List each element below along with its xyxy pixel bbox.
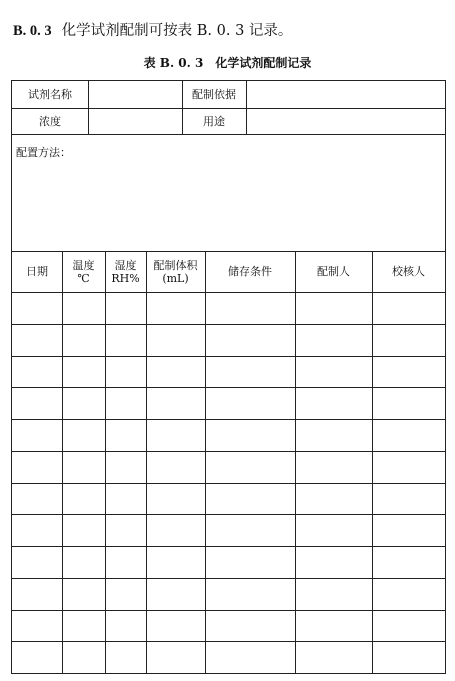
table-cell-humidity[interactable] [105,578,146,610]
table-cell-humidity[interactable] [105,292,146,324]
table-cell-temperature[interactable] [62,483,105,515]
table-cell-preparer[interactable] [295,419,372,451]
table-cell-temperature[interactable] [62,514,105,546]
table-cell-checker[interactable] [372,324,445,356]
table-cell-temperature[interactable] [62,546,105,578]
table-cell-date[interactable] [12,610,62,642]
table-cell-temperature[interactable] [62,292,105,324]
table-cell-checker[interactable] [372,387,445,419]
reagent-name-field[interactable] [89,81,182,108]
table-cell-volume[interactable] [146,356,205,388]
table-cell-preparer[interactable] [295,483,372,515]
table-cell-humidity[interactable] [105,324,146,356]
table-cell-date[interactable] [12,483,62,515]
table-cell-storage[interactable] [205,387,295,419]
table-cell-storage[interactable] [205,324,295,356]
table-cell-storage[interactable] [205,610,295,642]
section-text: 化学试剂配制可按表 B. 0. 3 记录。 [61,23,293,39]
table-cell-preparer[interactable] [295,546,372,578]
col-header-temperature-line2: ℃ [77,271,90,285]
table-cell-storage[interactable] [205,641,295,673]
col-header-humidity-line1: 湿度 [114,258,137,272]
table-cell-checker[interactable] [372,356,445,388]
table-cell-storage[interactable] [205,292,295,324]
table-cell-volume[interactable] [146,324,205,356]
table-cell-checker[interactable] [372,451,445,483]
table-cell-storage[interactable] [205,419,295,451]
table-cell-humidity[interactable] [105,641,146,673]
table-cell-date[interactable] [12,514,62,546]
table-cell-preparer[interactable] [295,451,372,483]
col-header-temperature [62,251,105,292]
table-cell-checker[interactable] [372,483,445,515]
table-cell-temperature[interactable] [62,419,105,451]
table-cell-date[interactable] [12,292,62,324]
table-cell-volume[interactable] [146,419,205,451]
section-heading [13,19,292,40]
table-cell-storage[interactable] [205,578,295,610]
table-cell-temperature[interactable] [62,641,105,673]
table-cell-humidity[interactable] [105,483,146,515]
table-cell-preparer[interactable] [295,610,372,642]
col-header-date: 日期 [26,265,48,278]
table-cell-preparer[interactable] [295,641,372,673]
table-cell-humidity[interactable] [105,514,146,546]
concentration-field[interactable] [89,108,182,134]
table-cell-preparer[interactable] [295,578,372,610]
table-cell-volume[interactable] [146,610,205,642]
section-number: B. 0. 3 [13,23,52,39]
table-cell-date[interactable] [12,451,62,483]
purpose-field[interactable] [247,108,445,134]
table-cell-date[interactable] [12,356,62,388]
table-cell-temperature[interactable] [62,578,105,610]
table-cell-storage[interactable] [205,356,295,388]
table-cell-checker[interactable] [372,292,445,324]
col-header-storage: 储存条件 [228,265,272,278]
table-cell-storage[interactable] [205,546,295,578]
table-cell-preparer[interactable] [295,514,372,546]
table-cell-checker[interactable] [372,419,445,451]
table-cell-date[interactable] [12,546,62,578]
table-cell-volume[interactable] [146,514,205,546]
table-cell-humidity[interactable] [105,419,146,451]
col-header-checker: 校核人 [392,265,425,278]
basis-field[interactable] [247,81,445,108]
basis-label: 配制依据 [192,88,236,101]
table-cell-temperature[interactable] [62,610,105,642]
table-cell-temperature[interactable] [62,324,105,356]
table-cell-date[interactable] [12,578,62,610]
table-cell-storage[interactable] [205,451,295,483]
table-cell-date[interactable] [12,641,62,673]
table-cell-preparer[interactable] [295,387,372,419]
row-divider [12,134,445,135]
col-header-preparer: 配制人 [317,265,350,278]
table-cell-volume[interactable] [146,387,205,419]
table-cell-date[interactable] [12,419,62,451]
table-cell-checker[interactable] [372,610,445,642]
table-cell-humidity[interactable] [105,451,146,483]
table-cell-storage[interactable] [205,514,295,546]
table-cell-storage[interactable] [205,483,295,515]
table-cell-date[interactable] [12,324,62,356]
table-cell-date[interactable] [12,387,62,419]
col-header-volume [146,251,205,292]
concentration-label: 浓度 [39,114,61,128]
table-cell-volume[interactable] [146,641,205,673]
table-cell-preparer[interactable] [295,356,372,388]
table-cell-volume[interactable] [146,451,205,483]
col-header-humidity-line2: RH% [111,271,140,285]
table-cell-volume[interactable] [146,546,205,578]
table-cell-temperature[interactable] [62,356,105,388]
table-cell-checker[interactable] [372,546,445,578]
table-cell-volume[interactable] [146,483,205,515]
table-cell-checker[interactable] [372,641,445,673]
table-cell-volume[interactable] [146,292,205,324]
reagent-name-label: 试剂名称 [28,88,72,101]
reagent-preparation-record-table [11,80,446,674]
table-cell-temperature[interactable] [62,387,105,419]
table-cell-checker[interactable] [372,514,445,546]
table-cell-preparer[interactable] [295,292,372,324]
table-cell-humidity[interactable] [105,610,146,642]
method-label: 配置方法： [16,146,71,159]
col-header-volume-line2: (mL) [162,271,189,285]
table-cell-temperature[interactable] [62,451,105,483]
col-header-temperature-line1: 温度 [72,258,95,272]
purpose-label: 用途 [203,114,225,128]
col-header-humidity [105,251,146,292]
table-cell-humidity[interactable] [105,387,146,419]
table-cell-humidity[interactable] [105,356,146,388]
table-caption: 表 B. 0. 3 化学试剂配制记录 [143,56,312,70]
method-field[interactable] [12,157,445,251]
table-cell-checker[interactable] [372,578,445,610]
table-cell-humidity[interactable] [105,546,146,578]
col-header-volume-line1: 配制体积 [153,258,198,272]
table-cell-volume[interactable] [146,578,205,610]
table-cell-preparer[interactable] [295,324,372,356]
